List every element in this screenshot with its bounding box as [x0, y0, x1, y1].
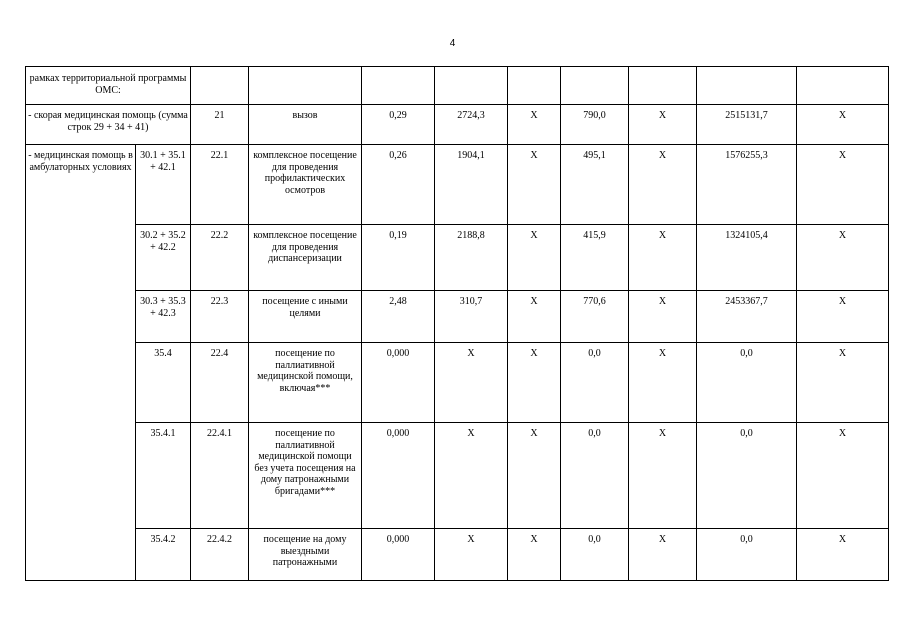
table-row — [26, 423, 889, 529]
table-row — [26, 105, 889, 145]
table-cell: X — [629, 343, 697, 423]
table-cell: X — [797, 145, 889, 225]
table-cell: 0,0 — [561, 529, 629, 581]
table-cell: 495,1 — [561, 145, 629, 225]
source-rows-cell: 30.1 + 35.1 + 42.1 — [136, 145, 191, 225]
unit-cell: посещение на дому выездными патронажными — [249, 529, 362, 581]
table-cell — [435, 67, 508, 105]
table-cell: 0,0 — [561, 343, 629, 423]
table-cell: 0,0 — [561, 423, 629, 529]
table-cell: X — [797, 105, 889, 145]
source-rows-cell: 35.4 — [136, 343, 191, 423]
unit-cell: комплексное посещение для проведения диспансеризации — [249, 225, 362, 291]
row-number: 22.4.1 — [191, 423, 249, 529]
table-cell: 2188,8 — [435, 225, 508, 291]
table-cell: X — [508, 423, 561, 529]
table-cell: 415,9 — [561, 225, 629, 291]
table-cell — [697, 67, 797, 105]
table-row — [26, 291, 889, 343]
table-cell: 0,0 — [697, 423, 797, 529]
table-row — [26, 343, 889, 423]
row-number: 22.4.2 — [191, 529, 249, 581]
table-cell: 2515131,7 — [697, 105, 797, 145]
table-row — [26, 529, 889, 581]
unit-cell: комплексное посещение для проведения профилактических осмотров — [249, 145, 362, 225]
table-cell: X — [435, 423, 508, 529]
table-cell: 0,29 — [362, 105, 435, 145]
table-cell: X — [629, 145, 697, 225]
table-cell: 310,7 — [435, 291, 508, 343]
table-cell: 0,19 — [362, 225, 435, 291]
table-cell — [629, 67, 697, 105]
row-label: - скорая медицинская помощь (сумма строк 29 + 34 + 41) — [26, 105, 191, 145]
table-cell — [561, 67, 629, 105]
table-cell: 2724,3 — [435, 105, 508, 145]
table-cell: X — [797, 529, 889, 581]
table-cell: X — [508, 291, 561, 343]
table-cell — [797, 67, 889, 105]
row-number: 22.2 — [191, 225, 249, 291]
table-cell: 2453367,7 — [697, 291, 797, 343]
group-label: - медицинская помощь в амбулаторных условиях — [26, 145, 136, 581]
row-number: 21 — [191, 105, 249, 145]
table-cell: 0,000 — [362, 423, 435, 529]
table-cell: X — [629, 291, 697, 343]
table-cell: X — [435, 529, 508, 581]
table-cell — [508, 67, 561, 105]
row-number: 22.1 — [191, 145, 249, 225]
table-cell: X — [508, 105, 561, 145]
table-cell: 0,000 — [362, 343, 435, 423]
table-cell: X — [508, 529, 561, 581]
unit-cell: посещение по паллиативной медицинской помощи без учета посещения на дому патронажными бригадами*** — [249, 423, 362, 529]
source-rows-cell: 35.4.1 — [136, 423, 191, 529]
table-cell: 1324105,4 — [697, 225, 797, 291]
table-cell: X — [797, 423, 889, 529]
table-cell: X — [629, 105, 697, 145]
unit-cell: вызов — [249, 105, 362, 145]
table-cell: X — [508, 343, 561, 423]
table-cell: 790,0 — [561, 105, 629, 145]
table-row — [26, 67, 889, 105]
row-number: 22.4 — [191, 343, 249, 423]
row-number: 22.3 — [191, 291, 249, 343]
table-cell: X — [629, 225, 697, 291]
source-rows-cell: 30.3 + 35.3 + 42.3 — [136, 291, 191, 343]
table-cell: 770,6 — [561, 291, 629, 343]
table-cell: X — [435, 343, 508, 423]
table-cell: X — [797, 343, 889, 423]
page-number: 4 — [449, 38, 456, 49]
table-row — [26, 145, 889, 225]
table-cell: X — [797, 225, 889, 291]
table-cell: 0,0 — [697, 529, 797, 581]
source-rows-cell: 30.2 + 35.2 + 42.2 — [136, 225, 191, 291]
table-cell: 0,26 — [362, 145, 435, 225]
table-cell: 2,48 — [362, 291, 435, 343]
table-cell: 1904,1 — [435, 145, 508, 225]
table-cell — [362, 67, 435, 105]
table-cell: 1576255,3 — [697, 145, 797, 225]
row-label: рамках территориальной программы ОМС: — [26, 67, 191, 105]
table-cell: X — [629, 529, 697, 581]
unit-cell: посещение по паллиативной медицинской помощи, включая*** — [249, 343, 362, 423]
table-row — [26, 225, 889, 291]
table-cell: X — [797, 291, 889, 343]
data-table — [25, 66, 889, 581]
table-cell: 0,0 — [697, 343, 797, 423]
table-cell: X — [508, 145, 561, 225]
table-cell: 0,000 — [362, 529, 435, 581]
table-cell: X — [629, 423, 697, 529]
table-cell — [249, 67, 362, 105]
source-rows-cell: 35.4.2 — [136, 529, 191, 581]
table-cell: X — [508, 225, 561, 291]
table-cell — [191, 67, 249, 105]
unit-cell: посещение с иными целями — [249, 291, 362, 343]
